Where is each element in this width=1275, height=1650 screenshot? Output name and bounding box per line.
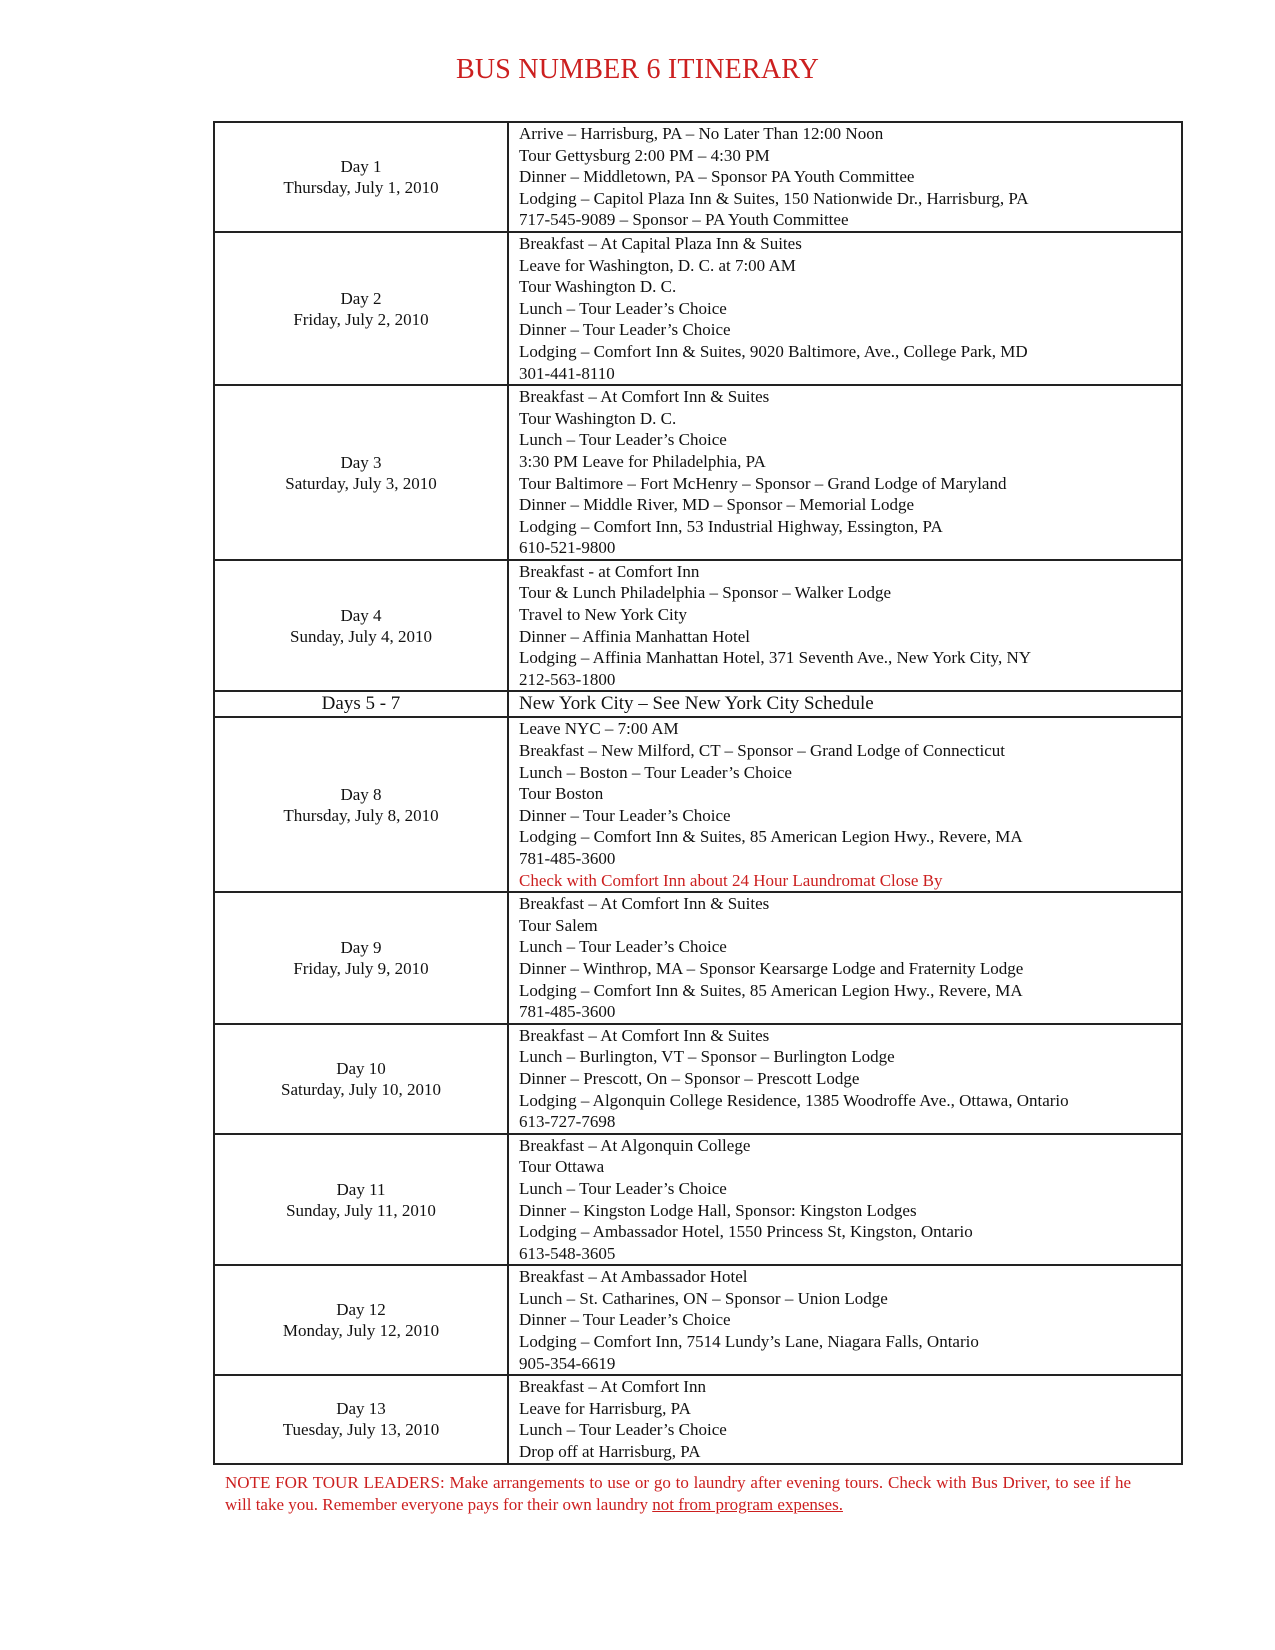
itinerary-row bbox=[214, 892, 1182, 1024]
itinerary-line: Lunch – Tour Leader’s Choice bbox=[519, 937, 727, 957]
itinerary-line: Lunch – Tour Leader’s Choice bbox=[519, 298, 727, 318]
itinerary-line: Lodging – Ambassador Hotel, 1550 Princess St, Kingston, Ontario bbox=[519, 1222, 973, 1242]
day-cell bbox=[214, 892, 508, 1024]
itinerary-line: Tour Boston bbox=[519, 784, 604, 804]
day-cell bbox=[214, 1375, 508, 1463]
itinerary-body bbox=[214, 122, 1182, 1464]
day-date: Friday, July 2, 2010 bbox=[293, 309, 429, 329]
details-cell bbox=[508, 560, 1182, 692]
day-date: Sunday, July 4, 2010 bbox=[290, 626, 432, 646]
page-title: BUS NUMBER 6 ITINERARY bbox=[456, 54, 819, 85]
day-date: Saturday, July 3, 2010 bbox=[285, 473, 437, 493]
day-label: Day 11 bbox=[336, 1179, 386, 1199]
day-date: Thursday, July 1, 2010 bbox=[283, 177, 439, 197]
itinerary-line: Lunch – Tour Leader’s Choice bbox=[519, 1178, 727, 1198]
day-cell bbox=[214, 1265, 508, 1375]
details-cell bbox=[508, 1375, 1182, 1463]
itinerary-row bbox=[214, 1265, 1182, 1375]
itinerary-row bbox=[214, 560, 1182, 692]
itinerary-line: 212-563-1800 bbox=[519, 669, 616, 689]
day-cell bbox=[214, 1024, 508, 1134]
itinerary-line: Lodging – Affinia Manhattan Hotel, 371 Seventh Ave., New York City, NY bbox=[519, 648, 1032, 668]
itinerary-line: Breakfast - at Comfort Inn bbox=[519, 561, 700, 581]
day-label: Day 9 bbox=[340, 937, 382, 957]
itinerary-line: New York City – See New York City Schedule bbox=[519, 693, 874, 715]
itinerary-line: 781-485-3600 bbox=[519, 1002, 616, 1022]
day-label: Day 4 bbox=[340, 605, 382, 625]
itinerary-row bbox=[214, 1375, 1182, 1463]
day-cell bbox=[214, 122, 508, 232]
itinerary-line: Leave for Harrisburg, PA bbox=[519, 1398, 691, 1418]
itinerary-line: Dinner – Tour Leader’s Choice bbox=[519, 805, 731, 825]
itinerary-line: 717-545-9089 – Sponsor – PA Youth Committee bbox=[519, 210, 849, 230]
itinerary-row bbox=[214, 717, 1182, 892]
itinerary-line: Leave for Washington, D. C. at 7:00 AM bbox=[519, 255, 796, 275]
itinerary-line: Lodging – Algonquin College Residence, 1385 Woodroffe Ave., Ottawa, Ontario bbox=[519, 1090, 1069, 1110]
itinerary-line: Dinner – Winthrop, MA – Sponsor Kearsarge Lodge and Fraternity Lodge bbox=[519, 958, 1024, 978]
day-date: Friday, July 9, 2010 bbox=[293, 958, 429, 978]
itinerary-line: Breakfast – At Capital Plaza Inn & Suites bbox=[519, 233, 802, 253]
itinerary-line: 613-727-7698 bbox=[519, 1112, 616, 1132]
itinerary-row bbox=[214, 1134, 1182, 1266]
day-cell bbox=[214, 691, 508, 717]
itinerary-line: Dinner – Middle River, MD – Sponsor – Memorial Lodge bbox=[519, 495, 914, 515]
day-label: Day 1 bbox=[340, 156, 382, 176]
details-cell bbox=[508, 1265, 1182, 1375]
itinerary-line: Lunch – St. Catharines, ON – Sponsor – Union Lodge bbox=[519, 1288, 888, 1308]
itinerary-line: Breakfast – At Comfort Inn & Suites bbox=[519, 894, 770, 914]
itinerary-line: Tour Ottawa bbox=[519, 1157, 605, 1177]
day-label: Day 12 bbox=[336, 1300, 386, 1320]
itinerary-line: Arrive – Harrisburg, PA – No Later Than 12:00 Noon bbox=[519, 124, 884, 143]
day-label: Days 5 - 7 bbox=[321, 693, 401, 715]
day-cell bbox=[214, 385, 508, 560]
itinerary-line: Breakfast – New Milford, CT – Sponsor – Grand Lodge of Connecticut bbox=[519, 741, 1005, 761]
day-cell bbox=[214, 717, 508, 892]
itinerary-line: Breakfast – At Comfort Inn & Suites bbox=[519, 1025, 770, 1045]
itinerary-row bbox=[214, 1024, 1182, 1134]
itinerary-line: 3:30 PM Leave for Philadelphia, PA bbox=[519, 451, 766, 471]
itinerary-line: Lodging – Capitol Plaza Inn & Suites, 150 Nationwide Dr., Harrisburg, PA bbox=[519, 188, 1029, 208]
itinerary-line: Tour Salem bbox=[519, 915, 598, 935]
details-cell bbox=[508, 122, 1182, 232]
itinerary-row bbox=[214, 232, 1182, 385]
itinerary-line: Breakfast – At Algonquin College bbox=[519, 1135, 751, 1155]
itinerary-line: Dinner – Kingston Lodge Hall, Sponsor: Kingston Lodges bbox=[519, 1200, 917, 1220]
itinerary-line: Tour Baltimore – Fort McHenry – Sponsor – Grand Lodge of Maryland bbox=[519, 473, 1007, 493]
day-date: Thursday, July 8, 2010 bbox=[283, 805, 439, 825]
highlight-line: Check with Comfort Inn about 24 Hour Laundromat Close By bbox=[519, 870, 943, 890]
itinerary-row bbox=[214, 385, 1182, 560]
itinerary-line: Travel to New York City bbox=[519, 605, 687, 625]
itinerary-line: Tour Washington D. C. bbox=[519, 277, 677, 297]
itinerary-table bbox=[213, 121, 1183, 1465]
itinerary-line: 613-548-3605 bbox=[519, 1243, 616, 1263]
itinerary-line: 781-485-3600 bbox=[519, 849, 616, 868]
details-cell bbox=[508, 232, 1182, 385]
day-label: Day 10 bbox=[336, 1058, 386, 1078]
itinerary-line: Tour & Lunch Philadelphia – Sponsor – Walker Lodge bbox=[519, 583, 892, 603]
itinerary-line: Lodging – Comfort Inn & Suites, 9020 Baltimore, Ave., College Park, MD bbox=[519, 341, 1028, 361]
day-label: Day 8 bbox=[340, 784, 382, 804]
details-cell bbox=[508, 892, 1182, 1024]
itinerary-line: Lunch – Boston – Tour Leader’s Choice bbox=[519, 762, 792, 782]
itinerary-line: Lodging – Comfort Inn, 53 Industrial Highway, Essington, PA bbox=[519, 516, 943, 536]
day-date: Saturday, July 10, 2010 bbox=[281, 1079, 441, 1099]
note-text: NOTE FOR TOUR LEADERS: Make arrangements to use or go to laundry after evening tours. Check with Bus Driver, to see if he will take you. Remember everyone pays for their own laundry bbox=[225, 1473, 1131, 1514]
day-label: Day 3 bbox=[340, 452, 382, 472]
itinerary-line: Lunch – Tour Leader’s Choice bbox=[519, 1420, 727, 1440]
itinerary-line: 905-354-6619 bbox=[519, 1353, 616, 1373]
details-cell bbox=[508, 691, 1182, 717]
itinerary-line: Breakfast – At Comfort Inn & Suites bbox=[519, 387, 770, 407]
day-cell bbox=[214, 232, 508, 385]
itinerary-line: 301-441-8110 bbox=[519, 363, 615, 383]
details-cell bbox=[508, 1024, 1182, 1134]
itinerary-line: Lunch – Burlington, VT – Sponsor – Burlington Lodge bbox=[519, 1047, 895, 1067]
day-date: Monday, July 12, 2010 bbox=[282, 1321, 440, 1341]
itinerary-line: Tour Washington D. C. bbox=[519, 408, 677, 428]
details-cell bbox=[508, 717, 1182, 892]
itinerary-line: Dinner – Middletown, PA – Sponsor PA Youth Committee bbox=[519, 167, 915, 187]
itinerary-line: Leave NYC – 7:00 AM bbox=[519, 719, 679, 739]
day-cell bbox=[214, 560, 508, 692]
itinerary-line: Lodging – Comfort Inn & Suites, 85 American Legion Hwy., Revere, MA bbox=[519, 827, 1023, 847]
itinerary-row bbox=[214, 691, 1182, 717]
itinerary-line: Dinner – Prescott, On – Sponsor – Prescott Lodge bbox=[519, 1068, 860, 1088]
itinerary-row bbox=[214, 122, 1182, 232]
itinerary-line: Dinner – Tour Leader’s Choice bbox=[519, 320, 731, 340]
itinerary-line: Lunch – Tour Leader’s Choice bbox=[519, 430, 727, 450]
note-underlined-text: not from program expenses. bbox=[652, 1495, 843, 1514]
itinerary-line: Lodging – Comfort Inn & Suites, 85 American Legion Hwy., Revere, MA bbox=[519, 980, 1023, 1000]
itinerary-line: 610-521-9800 bbox=[519, 538, 616, 558]
tour-leader-note bbox=[225, 1472, 1131, 1516]
day-date: Tuesday, July 13, 2010 bbox=[282, 1420, 440, 1440]
itinerary-line: Dinner – Affinia Manhattan Hotel bbox=[519, 626, 751, 646]
itinerary-line: Dinner – Tour Leader’s Choice bbox=[519, 1310, 731, 1330]
itinerary-line: Lodging – Comfort Inn, 7514 Lundy’s Lane, Niagara Falls, Ontario bbox=[519, 1332, 979, 1352]
details-cell bbox=[508, 1134, 1182, 1266]
itinerary-line: Breakfast – At Comfort Inn bbox=[519, 1377, 706, 1397]
itinerary-line: Breakfast – At Ambassador Hotel bbox=[519, 1267, 748, 1287]
itinerary-line: Tour Gettysburg 2:00 PM – 4:30 PM bbox=[519, 145, 770, 165]
day-label: Day 13 bbox=[336, 1399, 386, 1419]
day-label: Day 2 bbox=[340, 288, 382, 308]
details-cell bbox=[508, 385, 1182, 560]
day-cell bbox=[214, 1134, 508, 1266]
day-date: Sunday, July 11, 2010 bbox=[286, 1200, 436, 1220]
itinerary-line: Drop off at Harrisburg, PA bbox=[519, 1442, 701, 1462]
